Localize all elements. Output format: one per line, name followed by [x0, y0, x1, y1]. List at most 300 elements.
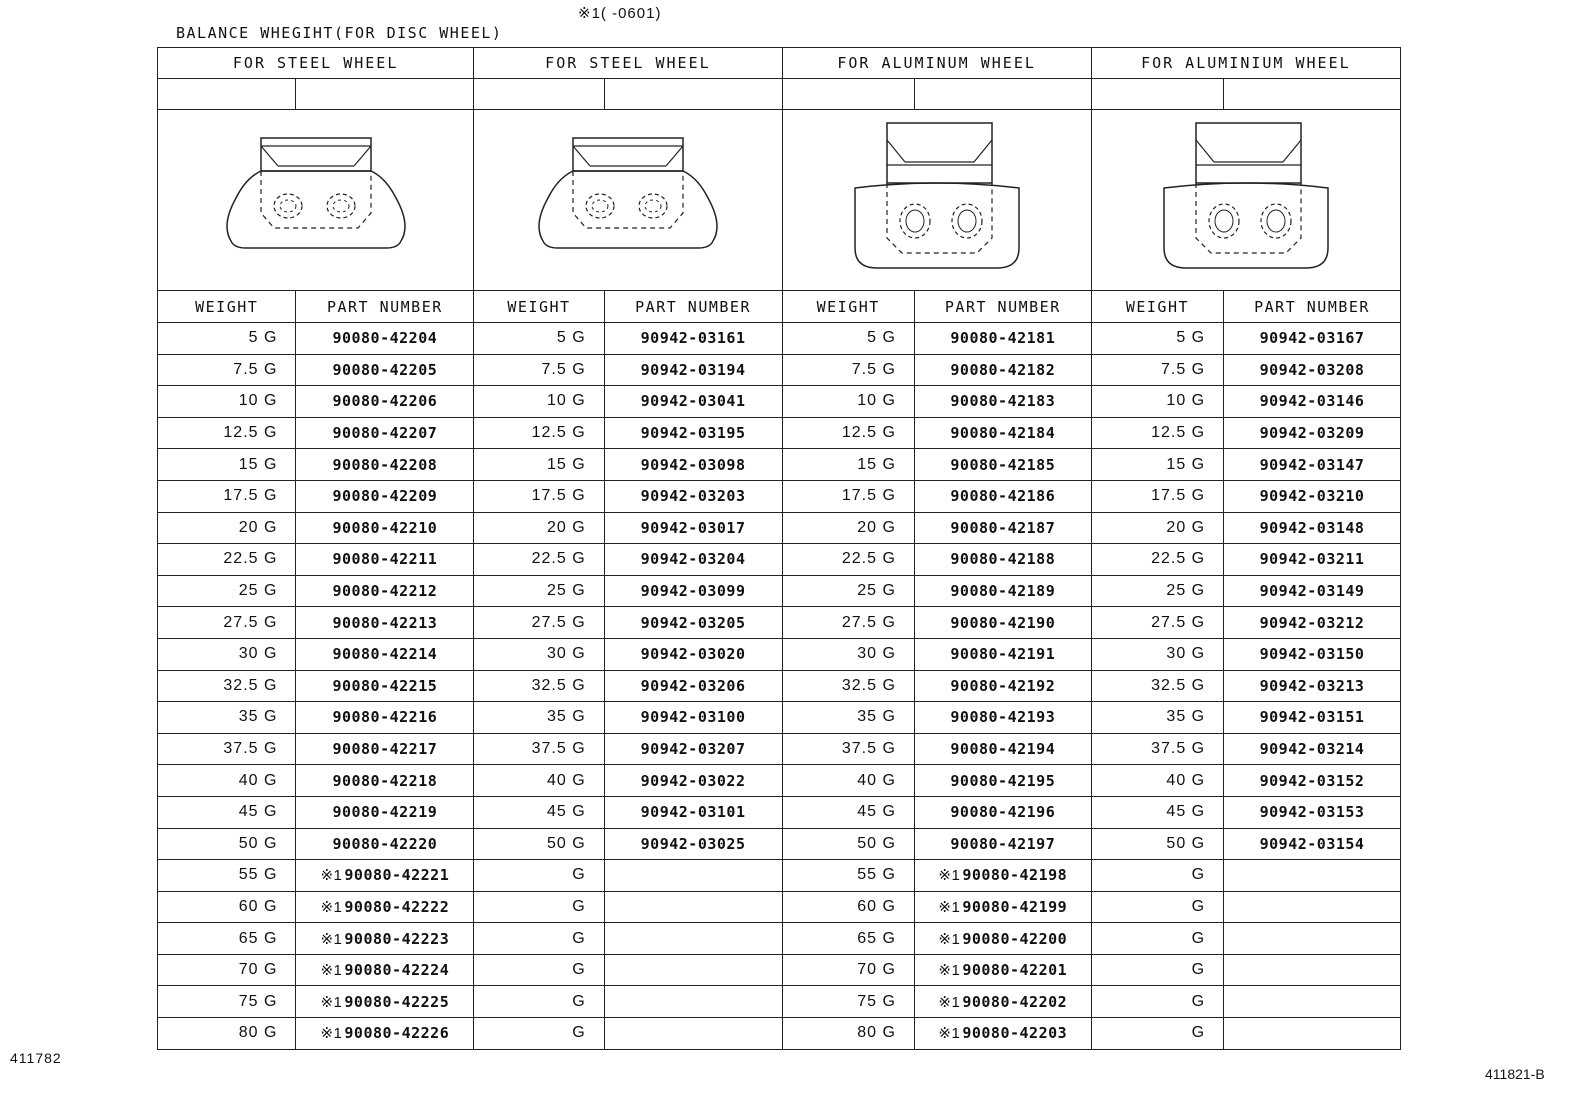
- part-number: 90942-03150: [1259, 645, 1365, 664]
- group-header-aluminum-1: FOR ALUMINUM WHEEL: [782, 48, 1091, 79]
- part-number-cell: [914, 638, 1091, 670]
- footnote-mark: ※1: [320, 1025, 343, 1043]
- aluminum-weight-drawing-cell: [782, 110, 1091, 291]
- weight-header: WEIGHT: [474, 291, 604, 323]
- weight-header: WEIGHT: [158, 291, 296, 323]
- table-row: [158, 954, 1401, 986]
- weight-cell: 5 G: [782, 323, 914, 355]
- part-number: 90942-03022: [640, 771, 746, 790]
- blank-cell: [296, 79, 474, 110]
- weight-cell: G: [1091, 891, 1223, 923]
- weight-cell: 65 G: [158, 923, 296, 955]
- figure-code-right: 411821-B: [1485, 1066, 1545, 1082]
- group-header-row: [158, 48, 1401, 79]
- part-number: 90942-03207: [640, 740, 746, 759]
- part-number-cell: [1224, 733, 1401, 765]
- weight-cell: G: [1091, 860, 1223, 892]
- table-row: [158, 1018, 1401, 1050]
- footnote-mark: ※1: [320, 962, 343, 980]
- part-number-cell: [296, 512, 474, 544]
- part-number: 90080-42213: [332, 613, 438, 632]
- weight-cell: 12.5 G: [1091, 417, 1223, 449]
- footnote-mark: ※1: [938, 898, 961, 916]
- part-number-cell: [914, 765, 1091, 797]
- part-number: 90942-03211: [1259, 550, 1365, 569]
- weight-cell: 17.5 G: [1091, 480, 1223, 512]
- weight-cell: 35 G: [1091, 702, 1223, 734]
- part-number-cell: [604, 986, 782, 1018]
- weight-cell: 7.5 G: [782, 354, 914, 386]
- part-number-cell: [296, 480, 474, 512]
- part-number: 90080-42197: [950, 834, 1056, 853]
- part-number-cell: [1224, 986, 1401, 1018]
- blank-cell: [1224, 79, 1401, 110]
- steel-weight-drawing-cell: [474, 110, 782, 291]
- part-number-cell: [604, 544, 782, 576]
- part-number: 90942-03148: [1259, 518, 1365, 537]
- part-number: 90080-42221: [344, 866, 450, 885]
- weight-cell: 45 G: [158, 796, 296, 828]
- part-number: 90080-42219: [332, 803, 438, 822]
- part-number: 90942-03099: [640, 582, 746, 601]
- part-number-cell: [1224, 702, 1401, 734]
- weight-cell: 40 G: [782, 765, 914, 797]
- aluminum-clip-weight-icon: [1156, 118, 1336, 278]
- weight-cell: 27.5 G: [1091, 607, 1223, 639]
- part-number: 90080-42186: [950, 487, 1056, 506]
- weight-cell: 30 G: [474, 638, 604, 670]
- weight-cell: 27.5 G: [474, 607, 604, 639]
- weight-cell: 10 G: [1091, 386, 1223, 418]
- part-number: 90080-42212: [332, 582, 438, 601]
- part-number-cell: [1224, 480, 1401, 512]
- weight-cell: 25 G: [474, 575, 604, 607]
- weight-cell: 15 G: [474, 449, 604, 481]
- part-number-cell: [296, 954, 474, 986]
- part-number: 90942-03209: [1259, 424, 1365, 443]
- weight-cell: 27.5 G: [782, 607, 914, 639]
- weight-cell: 40 G: [158, 765, 296, 797]
- part-number-cell: [1224, 544, 1401, 576]
- weight-cell: 25 G: [1091, 575, 1223, 607]
- part-number: 90080-42196: [950, 803, 1056, 822]
- weight-cell: 7.5 G: [158, 354, 296, 386]
- part-number: 90942-03151: [1259, 708, 1365, 727]
- footnote-mark: ※1: [938, 1025, 961, 1043]
- part-number: 90942-03214: [1259, 740, 1365, 759]
- part-number-cell: [914, 986, 1091, 1018]
- part-number-cell: [604, 670, 782, 702]
- part-number: 90942-03206: [640, 676, 746, 695]
- part-number-cell: [604, 323, 782, 355]
- table-row: [158, 986, 1401, 1018]
- part-number: 90942-03194: [640, 360, 746, 379]
- part-number: 90080-42199: [962, 897, 1068, 916]
- part-number-header: PART NUMBER: [296, 291, 474, 323]
- weight-cell: 17.5 G: [474, 480, 604, 512]
- part-number: 90942-03208: [1259, 360, 1365, 379]
- part-number: 90080-42190: [950, 613, 1056, 632]
- footnote-mark: ※1: [320, 993, 343, 1011]
- weight-cell: 80 G: [782, 1018, 914, 1050]
- part-number-cell: [1224, 607, 1401, 639]
- part-number: 90080-42201: [962, 961, 1068, 980]
- weight-cell: G: [474, 986, 604, 1018]
- part-number-cell: [914, 733, 1091, 765]
- blank-cell: [474, 79, 604, 110]
- weight-cell: 30 G: [158, 638, 296, 670]
- part-number-cell: [604, 923, 782, 955]
- part-number-cell: [604, 575, 782, 607]
- table-row: [158, 354, 1401, 386]
- part-number-cell: [296, 354, 474, 386]
- part-number-cell: [296, 638, 474, 670]
- drawing-row: [158, 110, 1401, 291]
- part-number: 90942-03025: [640, 834, 746, 853]
- table-row: [158, 702, 1401, 734]
- weight-cell: 30 G: [782, 638, 914, 670]
- part-number-cell: [604, 386, 782, 418]
- part-number: 90942-03017: [640, 518, 746, 537]
- table-row: [158, 733, 1401, 765]
- part-number: 90942-03149: [1259, 582, 1365, 601]
- part-number: 90080-42211: [332, 550, 438, 569]
- table-row: [158, 923, 1401, 955]
- part-number: 90942-03101: [640, 803, 746, 822]
- part-number-cell: [914, 954, 1091, 986]
- part-number-cell: [604, 512, 782, 544]
- parts-table-body: [158, 323, 1401, 1050]
- weight-cell: 37.5 G: [1091, 733, 1223, 765]
- part-number-cell: [296, 828, 474, 860]
- part-number-cell: [914, 386, 1091, 418]
- part-number-cell: [914, 323, 1091, 355]
- table-row: [158, 638, 1401, 670]
- part-number: 90942-03205: [640, 613, 746, 632]
- table-row: [158, 323, 1401, 355]
- weight-cell: G: [1091, 923, 1223, 955]
- part-number: 90080-42188: [950, 550, 1056, 569]
- part-number-cell: [296, 860, 474, 892]
- part-number: 90942-03152: [1259, 771, 1365, 790]
- part-number: 90080-42183: [950, 392, 1056, 411]
- table-row: [158, 607, 1401, 639]
- weight-cell: 20 G: [474, 512, 604, 544]
- part-number-cell: [914, 860, 1091, 892]
- part-number: 90942-03153: [1259, 803, 1365, 822]
- part-number: 90942-03147: [1259, 455, 1365, 474]
- part-number-cell: [1224, 386, 1401, 418]
- part-number: 90080-42191: [950, 645, 1056, 664]
- part-number: 90080-42209: [332, 487, 438, 506]
- weight-cell: 37.5 G: [158, 733, 296, 765]
- part-number: 90942-03154: [1259, 834, 1365, 853]
- part-number-header: PART NUMBER: [1224, 291, 1401, 323]
- part-number: 90942-03213: [1259, 676, 1365, 695]
- table-row: [158, 512, 1401, 544]
- footnote-mark: ※1: [938, 867, 961, 885]
- part-number-cell: [914, 891, 1091, 923]
- part-number-cell: [604, 417, 782, 449]
- part-number: 90080-42182: [950, 360, 1056, 379]
- part-number: 90080-42214: [332, 645, 438, 664]
- blank-row: [158, 79, 1401, 110]
- weight-cell: 10 G: [474, 386, 604, 418]
- part-number: 90080-42192: [950, 676, 1056, 695]
- part-number-cell: [604, 638, 782, 670]
- weight-cell: G: [474, 860, 604, 892]
- part-number: 90080-42203: [962, 1024, 1068, 1043]
- part-number: 90080-42181: [950, 329, 1056, 348]
- column-header-row: [158, 291, 1401, 323]
- weight-cell: 50 G: [1091, 828, 1223, 860]
- weight-cell: 22.5 G: [1091, 544, 1223, 576]
- part-number-cell: [296, 765, 474, 797]
- weight-cell: 15 G: [1091, 449, 1223, 481]
- weight-cell: 75 G: [782, 986, 914, 1018]
- weight-cell: 50 G: [158, 828, 296, 860]
- footnote-mark: ※1: [320, 867, 343, 885]
- page-title: BALANCE WHEGIHT(FOR DISC WHEEL): [176, 24, 503, 42]
- weight-cell: 12.5 G: [474, 417, 604, 449]
- part-number-cell: [296, 1018, 474, 1050]
- part-number-cell: [914, 544, 1091, 576]
- weight-cell: 20 G: [782, 512, 914, 544]
- weight-cell: G: [474, 923, 604, 955]
- part-number-cell: [914, 923, 1091, 955]
- part-number-cell: [1224, 323, 1401, 355]
- footnote-mark: ※1: [320, 898, 343, 916]
- weight-cell: G: [474, 891, 604, 923]
- part-number-cell: [1224, 954, 1401, 986]
- weight-cell: 45 G: [1091, 796, 1223, 828]
- part-number: 90942-03195: [640, 424, 746, 443]
- part-number-cell: [1224, 575, 1401, 607]
- part-number: 90080-42184: [950, 424, 1056, 443]
- part-number-cell: [1224, 512, 1401, 544]
- part-number: 90942-03212: [1259, 613, 1365, 632]
- part-number-cell: [914, 512, 1091, 544]
- part-number-cell: [1224, 1018, 1401, 1050]
- weight-cell: 70 G: [782, 954, 914, 986]
- part-number: 90080-42204: [332, 329, 438, 348]
- weight-cell: 7.5 G: [1091, 354, 1223, 386]
- table-row: [158, 670, 1401, 702]
- weight-cell: 55 G: [782, 860, 914, 892]
- weight-cell: 22.5 G: [158, 544, 296, 576]
- part-number-cell: [604, 1018, 782, 1050]
- weight-cell: G: [1091, 954, 1223, 986]
- weight-cell: 32.5 G: [158, 670, 296, 702]
- part-number-cell: [1224, 923, 1401, 955]
- part-number-cell: [296, 670, 474, 702]
- part-number-cell: [296, 449, 474, 481]
- part-number: 90080-42226: [344, 1024, 450, 1043]
- weight-cell: 60 G: [158, 891, 296, 923]
- part-number: 90080-42225: [344, 992, 450, 1011]
- aluminum-clip-weight-icon: [847, 118, 1027, 278]
- part-number: 90942-03204: [640, 550, 746, 569]
- part-number: 90080-42200: [962, 929, 1068, 948]
- weight-cell: 65 G: [782, 923, 914, 955]
- part-number: 90080-42223: [344, 929, 450, 948]
- footnote-mark: ※1: [320, 930, 343, 948]
- weight-cell: 20 G: [1091, 512, 1223, 544]
- weight-cell: 5 G: [1091, 323, 1223, 355]
- weight-cell: 50 G: [782, 828, 914, 860]
- part-number: 90942-03098: [640, 455, 746, 474]
- part-number: 90080-42220: [332, 834, 438, 853]
- part-number: 90080-42185: [950, 455, 1056, 474]
- group-header-aluminum-2: FOR ALUMINIUM WHEEL: [1091, 48, 1400, 79]
- part-number-header: PART NUMBER: [914, 291, 1091, 323]
- part-number-cell: [914, 575, 1091, 607]
- weight-cell: 35 G: [158, 702, 296, 734]
- part-number: 90942-03041: [640, 392, 746, 411]
- part-number-cell: [604, 702, 782, 734]
- figure-code-left: 411782: [10, 1050, 62, 1066]
- weight-cell: 45 G: [474, 796, 604, 828]
- part-number-cell: [1224, 638, 1401, 670]
- part-number: 90080-42207: [332, 424, 438, 443]
- weight-cell: 37.5 G: [782, 733, 914, 765]
- weight-header: WEIGHT: [1091, 291, 1223, 323]
- weight-cell: 5 G: [474, 323, 604, 355]
- weight-cell: 32.5 G: [1091, 670, 1223, 702]
- part-number: 90080-42195: [950, 771, 1056, 790]
- balance-weight-table: [157, 47, 1401, 1050]
- part-number: 90080-42193: [950, 708, 1056, 727]
- steel-weight-drawing-cell: [158, 110, 474, 291]
- part-number-cell: [1224, 891, 1401, 923]
- weight-header: WEIGHT: [782, 291, 914, 323]
- weight-cell: 25 G: [782, 575, 914, 607]
- part-number: 90942-03210: [1259, 487, 1365, 506]
- part-number-cell: [1224, 417, 1401, 449]
- table-row: [158, 765, 1401, 797]
- part-number: 90942-03161: [640, 329, 746, 348]
- weight-cell: 22.5 G: [474, 544, 604, 576]
- footnote-marker: ※1( -0601): [578, 5, 662, 22]
- weight-cell: 15 G: [782, 449, 914, 481]
- part-number: 90080-42216: [332, 708, 438, 727]
- part-number: 90942-03146: [1259, 392, 1365, 411]
- footnote-mark: ※1: [938, 993, 961, 1011]
- weight-cell: 25 G: [158, 575, 296, 607]
- part-number-cell: [296, 575, 474, 607]
- part-number: 90080-42208: [332, 455, 438, 474]
- part-number: 90080-42187: [950, 518, 1056, 537]
- weight-cell: 60 G: [782, 891, 914, 923]
- table-row: [158, 891, 1401, 923]
- part-number-cell: [914, 828, 1091, 860]
- part-number-cell: [604, 891, 782, 923]
- weight-cell: 75 G: [158, 986, 296, 1018]
- weight-cell: 40 G: [474, 765, 604, 797]
- part-number-cell: [914, 354, 1091, 386]
- part-number: 90080-42205: [332, 360, 438, 379]
- part-number-cell: [1224, 449, 1401, 481]
- part-number: 90942-03203: [640, 487, 746, 506]
- blank-cell: [914, 79, 1091, 110]
- weight-cell: 17.5 G: [158, 480, 296, 512]
- part-number-cell: [604, 765, 782, 797]
- weight-cell: 15 G: [158, 449, 296, 481]
- part-number-cell: [604, 607, 782, 639]
- weight-cell: G: [474, 954, 604, 986]
- part-number: 90080-42206: [332, 392, 438, 411]
- part-number: 90080-42224: [344, 961, 450, 980]
- weight-cell: 20 G: [158, 512, 296, 544]
- table-row: [158, 544, 1401, 576]
- part-number-cell: [296, 386, 474, 418]
- part-number-cell: [1224, 765, 1401, 797]
- part-number: 90080-42217: [332, 740, 438, 759]
- part-number: 90942-03020: [640, 645, 746, 664]
- part-number-cell: [914, 607, 1091, 639]
- weight-cell: 12.5 G: [158, 417, 296, 449]
- part-number-cell: [296, 986, 474, 1018]
- blank-cell: [782, 79, 914, 110]
- weight-cell: 22.5 G: [782, 544, 914, 576]
- steel-clip-weight-icon: [528, 133, 728, 263]
- weight-cell: 17.5 G: [782, 480, 914, 512]
- part-number: 90080-42189: [950, 582, 1056, 601]
- part-number-cell: [296, 891, 474, 923]
- weight-cell: 12.5 G: [782, 417, 914, 449]
- part-number-cell: [604, 860, 782, 892]
- weight-cell: 10 G: [158, 386, 296, 418]
- weight-cell: G: [474, 1018, 604, 1050]
- part-number-cell: [296, 702, 474, 734]
- table-row: [158, 860, 1401, 892]
- part-number-cell: [914, 449, 1091, 481]
- footnote-mark: ※1: [938, 930, 961, 948]
- aluminum-weight-drawing-cell: [1091, 110, 1400, 291]
- part-number-cell: [914, 417, 1091, 449]
- blank-cell: [1091, 79, 1223, 110]
- part-number-cell: [1224, 828, 1401, 860]
- part-number-cell: [296, 733, 474, 765]
- part-number-cell: [914, 796, 1091, 828]
- weight-cell: 27.5 G: [158, 607, 296, 639]
- part-number-cell: [914, 1018, 1091, 1050]
- footnote-mark: ※1: [938, 962, 961, 980]
- blank-cell: [604, 79, 782, 110]
- part-number-cell: [1224, 796, 1401, 828]
- part-number-cell: [604, 796, 782, 828]
- table-row: [158, 575, 1401, 607]
- part-number-cell: [914, 670, 1091, 702]
- part-number-cell: [296, 607, 474, 639]
- table-row: [158, 828, 1401, 860]
- blank-cell: [158, 79, 296, 110]
- part-number: 90080-42215: [332, 676, 438, 695]
- weight-cell: 50 G: [474, 828, 604, 860]
- part-number: 90080-42222: [344, 897, 450, 916]
- part-number-cell: [604, 954, 782, 986]
- part-number-cell: [604, 480, 782, 512]
- table-row: [158, 480, 1401, 512]
- part-number-cell: [296, 544, 474, 576]
- part-number-cell: [296, 796, 474, 828]
- part-number-cell: [1224, 860, 1401, 892]
- steel-clip-weight-icon: [216, 133, 416, 263]
- part-number: 90080-42218: [332, 771, 438, 790]
- weight-cell: 10 G: [782, 386, 914, 418]
- part-number-cell: [604, 828, 782, 860]
- part-number-cell: [1224, 354, 1401, 386]
